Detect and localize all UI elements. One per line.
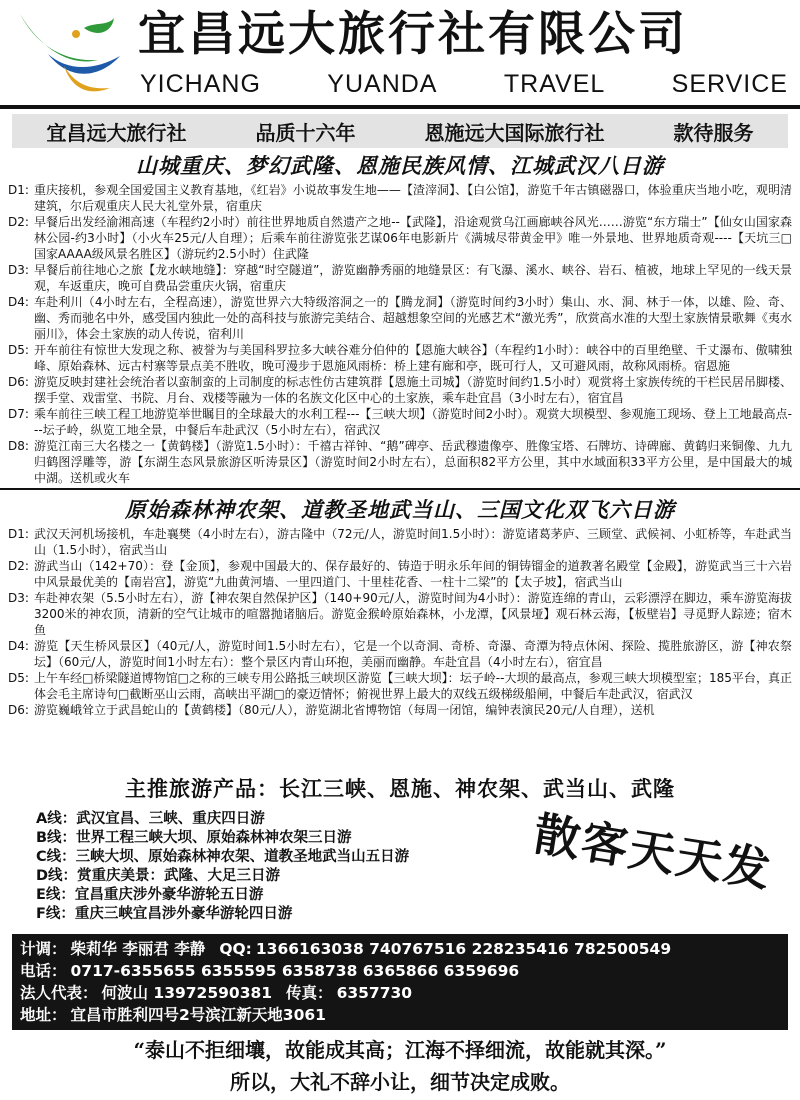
route2-itinerary [8, 526, 792, 718]
day-text: 早餐后前往地心之旅【龙水峡地缝】：穿越“时空隧道”，游览幽静秀丽的地缝景区：有飞瀑、溪水、峡谷、岩石、植被，地球上罕见的一线天景观，车返重庆，晚可自费品尝重庆火锅，宿重庆 [34, 263, 792, 293]
day-text: 游览江南三大名楼之一【黄鹤楼】（游览1.5小时）：千禧古祥钟、“鹅”碑亭、岳武穆遗像亭、胜像宝塔、石牌坊、诗碑廊、黄鹤归来铜像、九九归鹤图浮雕等，游【东湖生态风景旅游区听涛景区】（游览时间2小时左右），总面积82平方公里，其中水域面积33平方公里，是中国最大的城中湖。送机或火车 [34, 439, 792, 485]
day-text: 乘车前往三峡工程工地游览举世瞩目的全球最大的水利工程---【三峡大坝】（游览时间2小时）。观赏大坝模型、参观施工现场、登上工地最高点---坛子岭，纵览工地全景，中餐后车赴武汉（5小时左右），宿武汉 [34, 407, 792, 437]
quote-line: 所以，大礼不辞小让，细节决定成败。 [230, 1070, 570, 1094]
itinerary-day [8, 342, 792, 374]
route2-title: 原始森林神农架、道教圣地武当山、三国文化双飞六日游 [125, 497, 675, 522]
itinerary-day [8, 262, 792, 294]
product-line: D线：赏重庆美景：武隆、大足三日游 [36, 868, 281, 884]
day-label: D5: [8, 671, 29, 685]
section-divider [0, 488, 800, 490]
daily-departure-stamp: 散客天天发 [530, 806, 776, 898]
route1-itinerary [8, 182, 792, 486]
day-label: D3: [8, 591, 29, 605]
fax-number: 6357730 [336, 984, 413, 1002]
slogan-item: 宜昌远大旅行社 [46, 120, 187, 145]
itinerary-day [8, 374, 792, 406]
day-text: 游览【天生桥风景区】（40元/人，游览时间1.5小时左右），它是一个以奇洞、奇桥、奇瀑、奇潭为特点休闲、探险、揽胜旅游区，游【神农祭坛】（60元/人，游览时间1小时左右）：整个景区内青山环抱，美丽而幽静。车赴宜昌（4小时左右），宿宜昌 [34, 639, 792, 669]
day-label: D6: [8, 375, 29, 389]
day-label: D5: [8, 343, 29, 357]
day-text: 上午车经□桥梁隧道博物馆□之称的三峡专用公路抵三峡坝区游览【三峡大坝】：坛子岭--大坝的最高点，参观三峡大坝模型室；185平台，真正体会毛主席诗句□截断巫山云雨，高峡出平湖□的豪迈情怀；俯视世界上最大的双线五级梯级船闸，中餐后车赴武汉，宿武汉 [34, 671, 792, 701]
legal-label: 法人代表： [20, 984, 98, 1002]
company-en-word: YUANDA [327, 70, 438, 98]
itinerary-day [8, 558, 792, 590]
day-label: D4: [8, 295, 29, 309]
header-divider [0, 105, 800, 109]
company-name: 宜昌远大旅行社有限公司 [138, 7, 688, 62]
day-text: 游武当山（142+70）：登【金顶】，参观中国最大的、保存最好的、铸造于明永乐年间的铜铸镏金的道教著名殿堂【金殿】，游览武当三十六岩中风景最优美的【南岩宫】，游览“九曲黄河墙、一里四道门、十里桂花香、一柱十二梁”的【太子坡】，宿武当山 [34, 559, 792, 589]
contact-planners-row [20, 938, 780, 960]
address: 宜昌市胜利四号2号滨江新天地3061 [70, 1006, 326, 1024]
product-line: F线：重庆三峡宜昌涉外豪华游轮四日游 [36, 906, 293, 922]
contact-panel [12, 934, 788, 1030]
product-line: B线：世界工程三峡大坝、原始森林神农架三日游 [36, 830, 352, 846]
product-line: E线：宜昌重庆涉外豪华游轮五日游 [36, 887, 264, 903]
company-en-word: SERVICE [671, 70, 788, 98]
legal-representative: 何波山 13972590381 [101, 984, 273, 1002]
phone-numbers: 0717-6355655 6355595 6358738 6365866 6359696 [70, 962, 520, 980]
qq-numbers: 1366163038 740767516 228235416 782500549 [255, 940, 672, 958]
day-text: 车赴利川（4小时左右，全程高速），游览世界六大特级溶洞之一的【腾龙洞】（游览时间约3小时）集山、水、洞、林于一体，以雄、险、奇、幽、秀而驰名中外，感受国内独此一处的高科技与旅游完美结合、超越想象空间的光感艺术“激光秀”，欣赏高水准的大型土家族情景歌舞《夷水丽川》，体会土家族的动人传说，宿利川 [34, 295, 792, 341]
day-text: 早餐后出发经渝湘高速（车程约2小时）前往世界地质自然遗产之地--【武隆】，沿途观赏乌江画廊峡谷风光……游览“东方瑞士”【仙女山国家森林公园-约3小时】（小火车25元/人自理）；后乘车前往游览张艺谋06年电影新片《满城尽带黄金甲》唯一外景地、世界地质奇观----【天坑三□国家AAAA级风景名胜区】（游玩约2.5小时）住武隆 [34, 215, 792, 261]
contact-legal-row [20, 982, 780, 1004]
slogan-item: 恩施远大国际旅行社 [424, 120, 605, 145]
itinerary-day [8, 182, 792, 214]
product-line: A线：武汉宜昌、三峡、重庆四日游 [36, 811, 265, 827]
swoosh-bird-logo-icon [14, 4, 126, 98]
company-en-word: YICHANG [140, 70, 261, 98]
itinerary-day [8, 670, 792, 702]
day-text: 车赴神农架（5.5小时左右），游【神农架自然保护区】（140+90元/人，游览时间为4小时）：游览连绵的青山，云彩漂浮在脚边，乘车游览海拔3200米的神农顶，清新的空气让城市的喧嚣抛诸脑后。游览金猴岭原始森林，小龙潭，【风景垭】观石林云海，【板壁岩】寻觅野人踪迹；宿木鱼 [34, 591, 792, 637]
route1-title: 山城重庆、梦幻武隆、恩施民族风情、江城武汉八日游 [136, 153, 664, 178]
contact-phone-row [20, 960, 780, 982]
day-label: D1: [8, 527, 29, 541]
itinerary-day [8, 526, 792, 558]
slogan-item: 款待服务 [673, 120, 754, 145]
day-label: D2: [8, 559, 29, 573]
day-text: 武汉天河机场接机，车赴襄樊（4小时左右），游古隆中（72元/人，游览时间1.5小时）：游览诸葛茅庐、三顾堂、武候祠、小虹桥等，车赴武当山（1.5小时），宿武当山 [34, 527, 792, 557]
itinerary-day [8, 214, 792, 262]
qq-label: QQ: [219, 940, 252, 958]
day-text: 游览反映封建社会统治者以蛮制蛮的上司制度的标志性仿古建筑群【恩施土司城】（游览时间约1.5小时）观赏将土家族传统的干栏民居吊脚楼、摆手堂、戏雷堂、书院、月台、戏楼等融为一体的名族文化区中心的土家族，乘车赴宜昌（3小时左右），宿宜昌 [34, 375, 792, 405]
itinerary-day [8, 590, 792, 638]
itinerary-day [8, 638, 792, 670]
day-text: 开车前往有惊世大发现之称、被誉为与美国科罗拉多大峡谷难分伯仲的【恩施大峡谷】（车程约1小时）：峡谷中的百里绝壁、千丈瀑布、傲啸独峰、原始森林、远古村寨等景点美不胜收，晚可漫步于恩施风雨桥：桥上建有廊和亭，既可行人，又可避风雨，故称风雨桥。宿恩施 [34, 343, 792, 373]
company-en-word: TRAVEL [503, 70, 606, 98]
day-label: D1: [8, 183, 29, 197]
day-label: D4: [8, 639, 29, 653]
itinerary-day [8, 438, 792, 486]
products-title: 主推旅游产品：长江三峡、恩施、神农架、武当山、武隆 [125, 777, 675, 801]
product-lines [36, 810, 516, 924]
product-line: C线：三峡大坝、原始森林神农架、道教圣地武当山五日游 [36, 849, 410, 865]
day-label: D6: [8, 703, 29, 717]
slogan-bar [12, 114, 788, 148]
day-label: D3: [8, 263, 29, 277]
itinerary-day [8, 406, 792, 438]
day-label: D7: [8, 407, 29, 421]
page-header [0, 0, 800, 104]
phone-label: 电话： [20, 962, 67, 980]
day-text: 游览巍峨耸立于武昌蛇山的【黄鹤楼】（80元/人），游览湖北省博物馆（每周一闭馆，编钟表演民20元/人自理），送机 [34, 703, 655, 717]
company-english-name [140, 68, 788, 100]
itinerary-day [8, 294, 792, 342]
fax-label: 传真： [286, 984, 333, 1002]
day-label: D8: [8, 439, 29, 453]
itinerary-day [8, 702, 792, 718]
slogan-item: 品质十六年 [255, 120, 356, 145]
planner-names: 柴莉华 李丽君 李静 [70, 940, 206, 958]
address-label: 地址： [20, 1006, 67, 1024]
day-text: 重庆接机，参观全国爱国主义教育基地，《红岩》小说故事发生地——【渣滓洞】、【白公馆】，游览千年古镇磁器口，体验重庆当地小吃，观明清建筑，尔后观重庆人民大礼堂外景，宿重庆 [34, 183, 792, 213]
featured-products [0, 772, 800, 922]
contact-address-row [20, 1004, 780, 1026]
quote-line: “泰山不拒细壤，故能成其高；江海不择细流，故能就其深。” [133, 1038, 667, 1062]
day-label: D2: [8, 215, 29, 229]
planner-label: 计调： [20, 940, 67, 958]
